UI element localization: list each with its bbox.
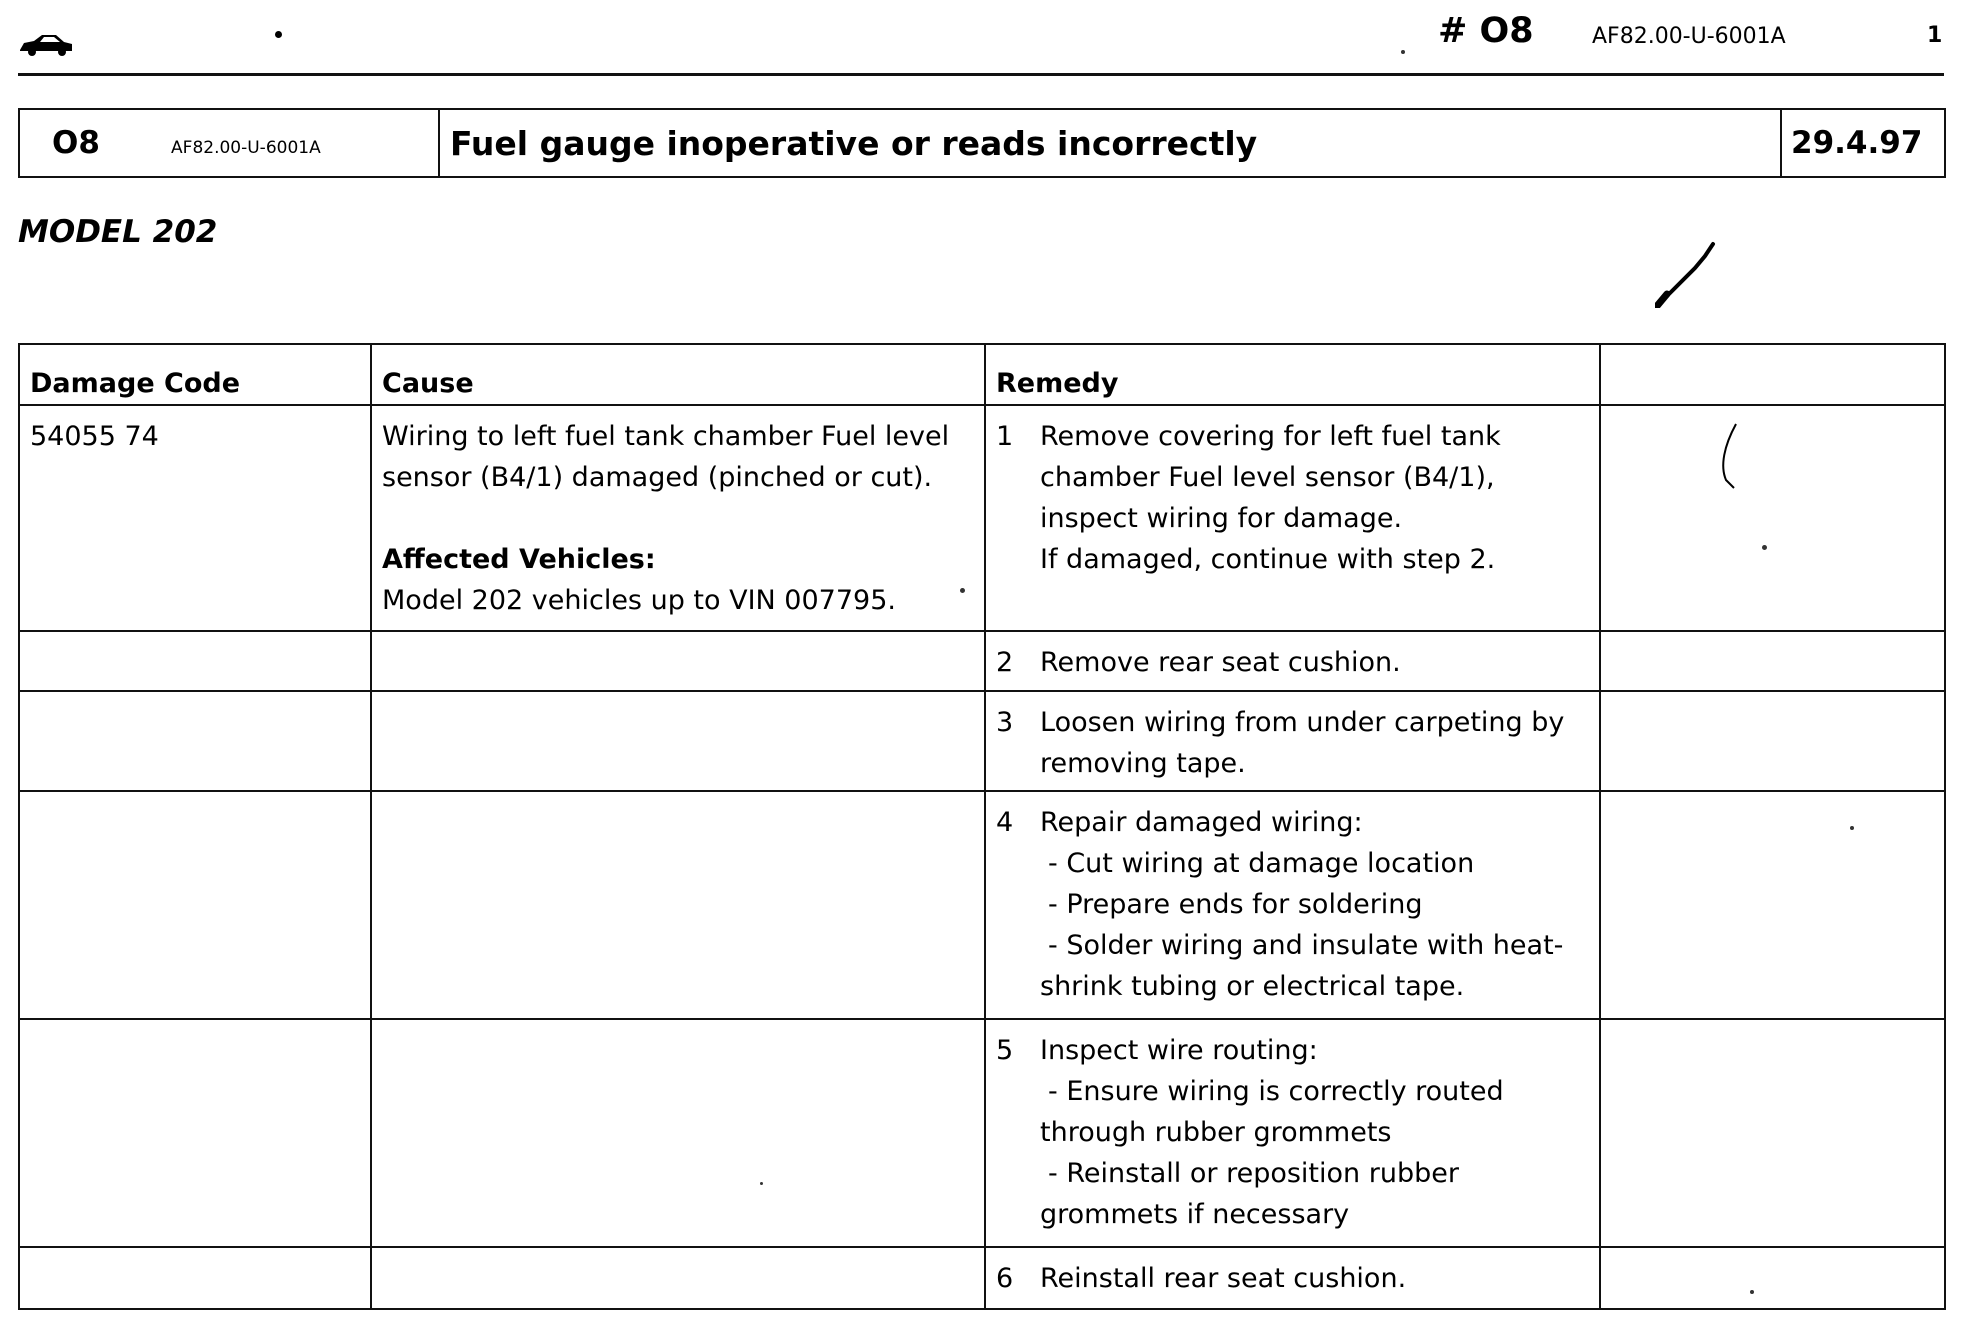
remedy-step — [996, 1030, 1589, 1235]
step-line: - Cut wiring at damage location — [1048, 848, 1475, 879]
step-line: removing tape. — [1040, 748, 1246, 779]
extra-cell — [1600, 791, 1945, 1019]
step-line: If damaged, continue with step 2. — [1040, 544, 1496, 575]
document-date: 29.4.97 — [1781, 109, 1945, 177]
cause-cell — [371, 791, 985, 1019]
table-row — [19, 691, 1945, 791]
page-number: 1 — [1927, 23, 1943, 48]
step-line: Repair damaged wiring: — [1040, 807, 1363, 838]
title-code: O8 — [52, 125, 100, 161]
remedy-cell — [985, 691, 1600, 791]
remedy-cell — [985, 791, 1600, 1019]
header-rule — [18, 73, 1944, 76]
table-row — [19, 1019, 1945, 1247]
step-line: chamber Fuel level sensor (B4/1), — [1040, 462, 1495, 493]
step-line: shrink tubing or electrical tape. — [1040, 971, 1465, 1002]
step-line: - Prepare ends for soldering — [1048, 889, 1423, 920]
step-line: - Ensure wiring is correctly routed — [1048, 1076, 1504, 1107]
cause-line: sensor (B4/1) damaged (pinched or cut). — [382, 462, 933, 493]
remedy-cell — [985, 405, 1600, 631]
scan-speck — [760, 1182, 763, 1185]
table-row — [19, 631, 1945, 691]
step-line: Remove rear seat cushion. — [1040, 647, 1401, 678]
step-number: 4 — [996, 807, 1014, 838]
scan-speck — [1762, 545, 1767, 550]
cause-cell — [371, 691, 985, 791]
remedy-step — [996, 642, 1589, 683]
header-cause: Cause — [371, 344, 985, 405]
cause-line: Wiring to left fuel tank chamber Fuel level — [382, 421, 950, 452]
car-silhouette-icon — [18, 30, 74, 58]
damage-code-cell: 54055 74 — [19, 405, 371, 631]
scan-mark — [275, 31, 282, 38]
header-damage-code: Damage Code — [19, 344, 371, 405]
remedy-cell — [985, 1247, 1600, 1309]
step-line: - Reinstall or reposition rubber — [1048, 1158, 1459, 1189]
extra-cell — [1600, 631, 1945, 691]
step-number: 2 — [996, 647, 1014, 678]
cause-cell — [371, 405, 985, 631]
header-extra — [1600, 344, 1945, 405]
cause-cell — [371, 1247, 985, 1309]
extra-cell — [1600, 1247, 1945, 1309]
pen-stroke-mark — [1655, 238, 1721, 308]
step-line: - Solder wiring and insulate with heat- — [1048, 930, 1564, 961]
step-line: Reinstall rear seat cushion. — [1040, 1263, 1407, 1294]
table-row — [19, 405, 1945, 631]
damage-code-cell — [19, 1019, 371, 1247]
scan-speck — [960, 588, 965, 593]
affected-vehicles-text: Model 202 vehicles up to VIN 007795. — [382, 585, 896, 616]
cause-cell — [371, 631, 985, 691]
step-line: Inspect wire routing: — [1040, 1035, 1318, 1066]
header-code-label: # O8 — [1438, 11, 1534, 51]
scan-speck — [1750, 1290, 1754, 1294]
scan-speck — [1401, 50, 1405, 54]
title-table — [18, 108, 1946, 178]
step-line: Remove covering for left fuel tank — [1040, 421, 1501, 452]
table-header-row — [19, 344, 1945, 405]
document-title: Fuel gauge inoperative or reads incorrectly — [439, 109, 1781, 177]
header-remedy: Remedy — [985, 344, 1600, 405]
extra-cell — [1600, 405, 1945, 631]
header-doc-number: AF82.00-U-6001A — [1592, 24, 1786, 49]
extra-cell — [1600, 1019, 1945, 1247]
step-number: 1 — [996, 421, 1014, 452]
damage-code-cell — [19, 631, 371, 691]
model-title: MODEL 202 — [18, 214, 218, 250]
title-doc-number: AF82.00-U-6001A — [171, 138, 321, 158]
remedy-step — [996, 802, 1589, 1007]
damage-code-cell — [19, 1247, 371, 1309]
remedy-cell — [985, 1019, 1600, 1247]
remedy-step — [996, 1258, 1589, 1299]
scan-speck — [1850, 826, 1854, 830]
step-number: 6 — [996, 1263, 1014, 1294]
step-line: Loosen wiring from under carpeting by — [1040, 707, 1565, 738]
step-number: 5 — [996, 1035, 1014, 1066]
damage-code-cell — [19, 691, 371, 791]
remedy-step — [996, 416, 1589, 580]
step-line: inspect wiring for damage. — [1040, 503, 1403, 534]
remedy-cell — [985, 631, 1600, 691]
step-line: through rubber grommets — [1040, 1117, 1392, 1148]
title-code-cell — [19, 109, 439, 177]
remedy-step — [996, 702, 1589, 784]
table-row — [19, 1247, 1945, 1309]
cause-cell — [371, 1019, 985, 1247]
step-number: 3 — [996, 707, 1014, 738]
damage-table — [18, 343, 1946, 1310]
affected-vehicles-label: Affected Vehicles: — [382, 544, 656, 575]
extra-cell — [1600, 691, 1945, 791]
step-line: grommets if necessary — [1040, 1199, 1350, 1230]
damage-code-cell — [19, 791, 371, 1019]
table-row — [19, 791, 1945, 1019]
